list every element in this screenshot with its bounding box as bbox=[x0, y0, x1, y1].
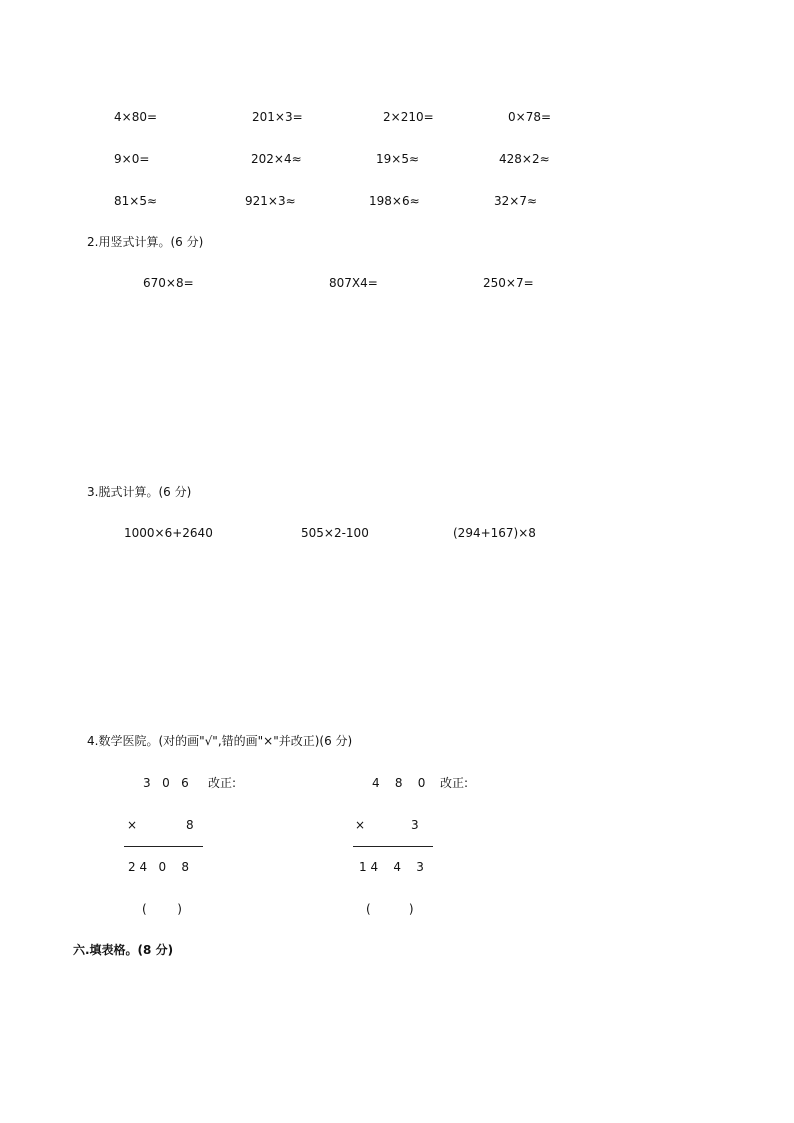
vertical-calc-item: 250×7= bbox=[483, 276, 534, 290]
step-calc-item: (294+167)×8 bbox=[453, 526, 536, 540]
product-result: 1 4 4 3 bbox=[359, 860, 424, 874]
calc-item: 201×3= bbox=[252, 110, 303, 124]
multiplicand: 3 0 6 bbox=[143, 776, 189, 790]
step-calc-item: 505×2-100 bbox=[301, 526, 369, 540]
step-calc-item: 1000×6+2640 bbox=[124, 526, 213, 540]
multiplicand: 4 8 0 bbox=[372, 776, 426, 790]
section-heading: 4.数学医院。(对的画"√",错的画"×"并改正)(6 分) bbox=[87, 734, 353, 748]
correction-label: 改正: bbox=[440, 776, 469, 790]
answer-parentheses[interactable]: ( ) bbox=[366, 902, 414, 916]
section-heading: 3.脱式计算。(6 分) bbox=[87, 485, 192, 499]
product-result: 2 4 0 8 bbox=[128, 860, 190, 874]
calc-item: 32×7≈ bbox=[494, 194, 538, 208]
section-heading: 2.用竖式计算。(6 分) bbox=[87, 235, 204, 249]
calc-item: 19×5≈ bbox=[376, 152, 420, 166]
calc-item: 0×78= bbox=[508, 110, 552, 124]
times-sign: × bbox=[127, 818, 138, 832]
correction-label: 改正: bbox=[208, 776, 237, 790]
vertical-calc-item: 670×8= bbox=[143, 276, 194, 290]
vertical-calc-item: 807X4= bbox=[329, 276, 378, 290]
calc-item: 202×4≈ bbox=[251, 152, 302, 166]
calc-item: 428×2≈ bbox=[499, 152, 550, 166]
calc-item: 9×0= bbox=[114, 152, 150, 166]
calc-item: 81×5≈ bbox=[114, 194, 158, 208]
section-heading: 六.填表格。(8 分) bbox=[73, 943, 174, 957]
calc-divider-line bbox=[353, 846, 433, 847]
calc-item: 198×6≈ bbox=[369, 194, 420, 208]
calc-item: 4×80= bbox=[114, 110, 158, 124]
multiplier: 3 bbox=[411, 818, 419, 832]
multiplier: 8 bbox=[186, 818, 194, 832]
calc-item: 921×3≈ bbox=[245, 194, 296, 208]
calc-item: 2×210= bbox=[383, 110, 434, 124]
answer-parentheses[interactable]: ( ) bbox=[142, 902, 182, 916]
calc-divider-line bbox=[124, 846, 203, 847]
times-sign: × bbox=[355, 818, 366, 832]
